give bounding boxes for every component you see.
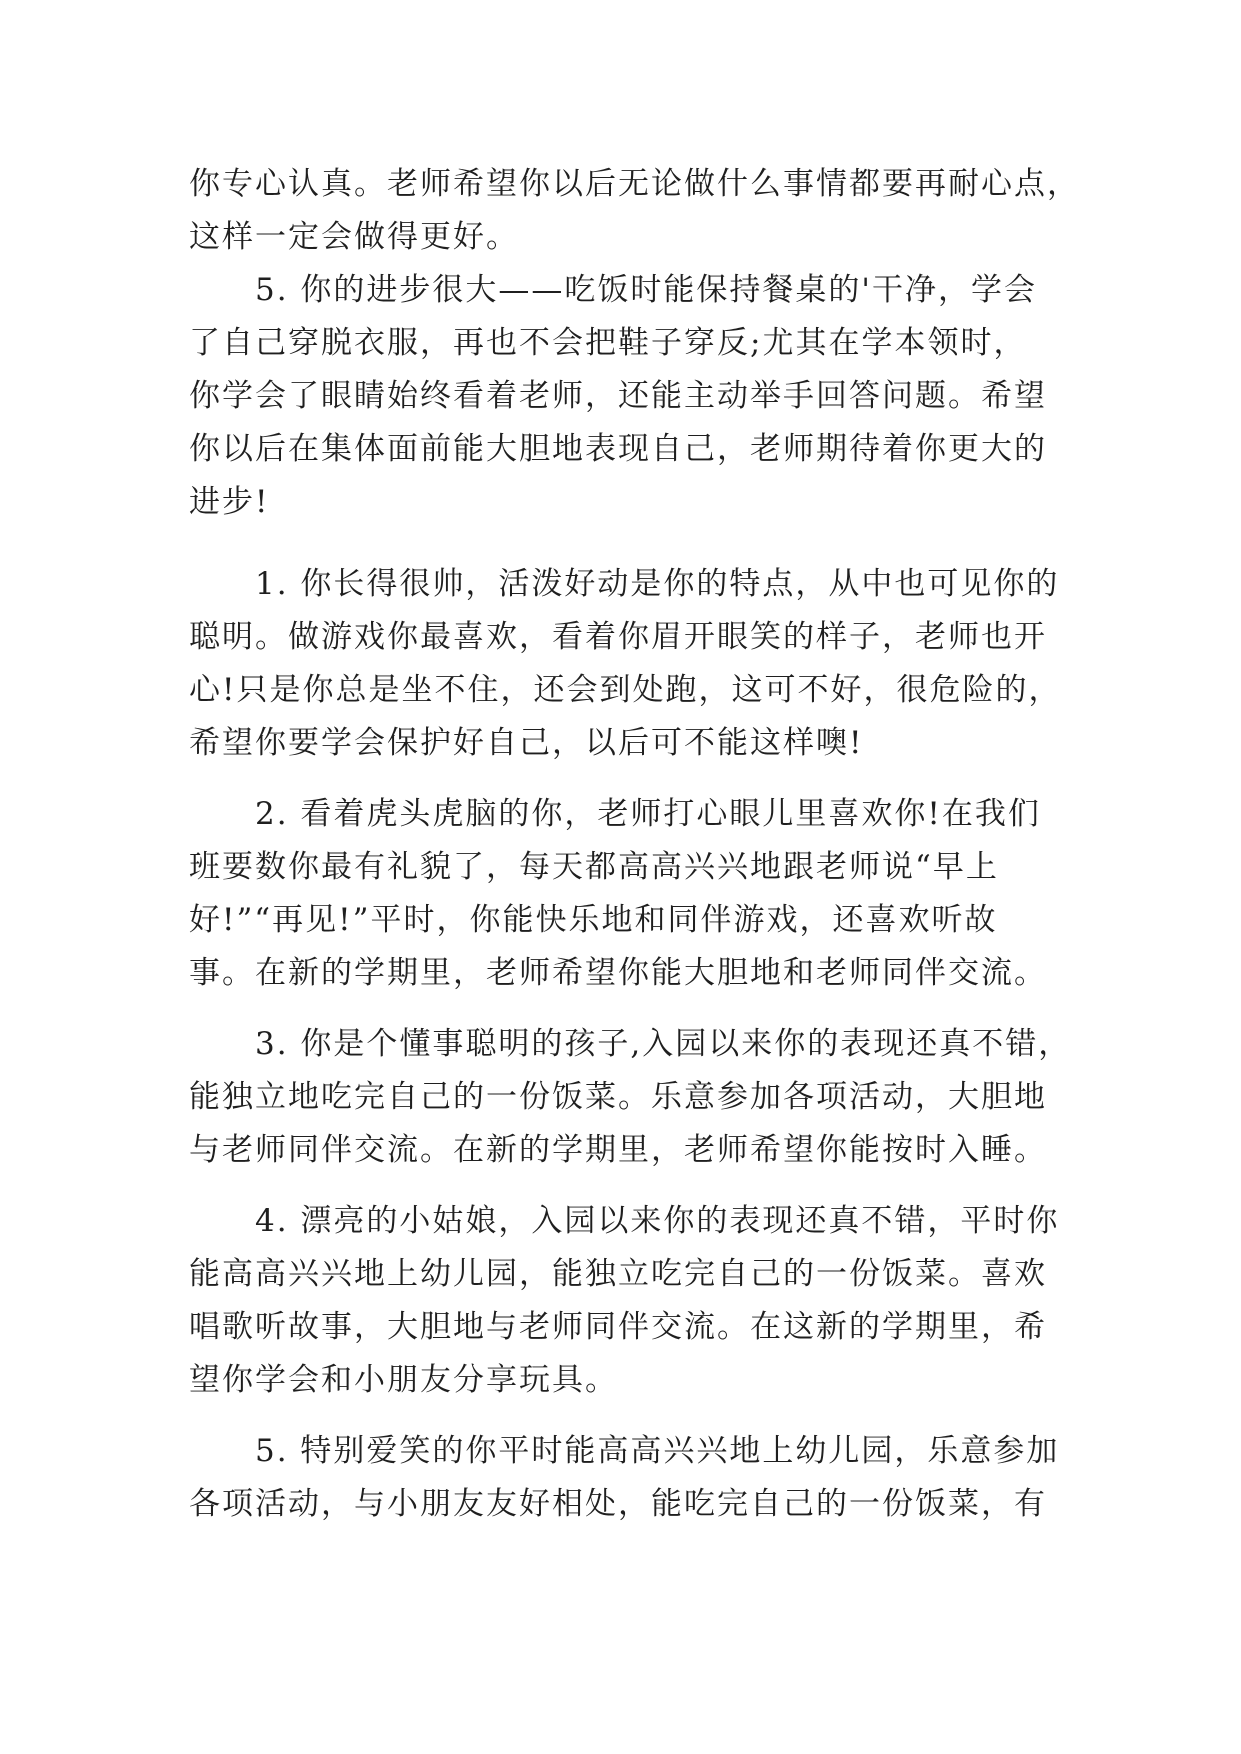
text-line: 各项活动，与小朋友友好相处，能吃完自己的一份饭菜，有 — [189, 1486, 1047, 1522]
paragraph-first-line: 5. 你的进步很大——吃饭时能保持餐桌的'干净，学会 — [255, 272, 1037, 308]
text-line: 你学会了眼睛始终看着老师，还能主动举手回答问题。希望 — [189, 378, 1047, 414]
text-line: 能高高兴兴地上幼儿园，能独立吃完自己的一份饭菜。喜欢 — [189, 1256, 1047, 1292]
text-line: 唱歌听故事，大胆地与老师同伴交流。在这新的学期里，希 — [189, 1309, 1047, 1345]
paragraph-first-line: 3. 你是个懂事聪明的孩子,入园以来你的表现还真不错， — [255, 1026, 1072, 1062]
text-line: 进步! — [189, 484, 270, 520]
paragraph-first-line: 4. 漂亮的小姑娘，入园以来你的表现还真不错，平时你 — [255, 1203, 1060, 1239]
text-line: 希望你要学会保护好自己，以后可不能这样噢! — [189, 725, 864, 761]
text-line: 事。在新的学期里，老师希望你能大胆地和老师同伴交流。 — [189, 955, 1047, 991]
text-line: 心!只是你总是坐不住，还会到处跑，这可不好，很危险的， — [189, 672, 1062, 708]
text-line: 望你学会和小朋友分享玩具。 — [189, 1362, 618, 1398]
text-line: 你专心认真。老师希望你以后无论做什么事情都要再耐心点， — [189, 166, 1080, 202]
text-line: 你以后在集体面前能大胆地表现自己，老师期待着你更大的 — [189, 431, 1047, 467]
text-line: 与老师同伴交流。在新的学期里，老师希望你能按时入睡。 — [189, 1132, 1047, 1168]
paragraph-first-line: 1. 你长得很帅，活泼好动是你的特点，从中也可见你的 — [255, 566, 1060, 602]
paragraph-first-line: 2. 看着虎头虎脑的你，老师打心眼儿里喜欢你!在我们 — [255, 796, 1041, 832]
text-line: 聪明。做游戏你最喜欢，看着你眉开眼笑的样子，老师也开 — [189, 619, 1047, 655]
paragraph-first-line: 5. 特别爱笑的你平时能高高兴兴地上幼儿园，乐意参加 — [255, 1433, 1060, 1469]
text-line: 这样一定会做得更好。 — [189, 219, 519, 255]
text-line: 好!”“再见!”平时，你能快乐地和同伴游戏，还喜欢听故 — [189, 902, 998, 938]
text-line: 了自己穿脱衣服，再也不会把鞋子穿反;尤其在学本领时， — [189, 325, 1027, 361]
text-line: 能独立地吃完自己的一份饭菜。乐意参加各项活动，大胆地 — [189, 1079, 1047, 1115]
text-line: 班要数你最有礼貌了，每天都高高兴兴地跟老师说“早上 — [189, 849, 999, 885]
